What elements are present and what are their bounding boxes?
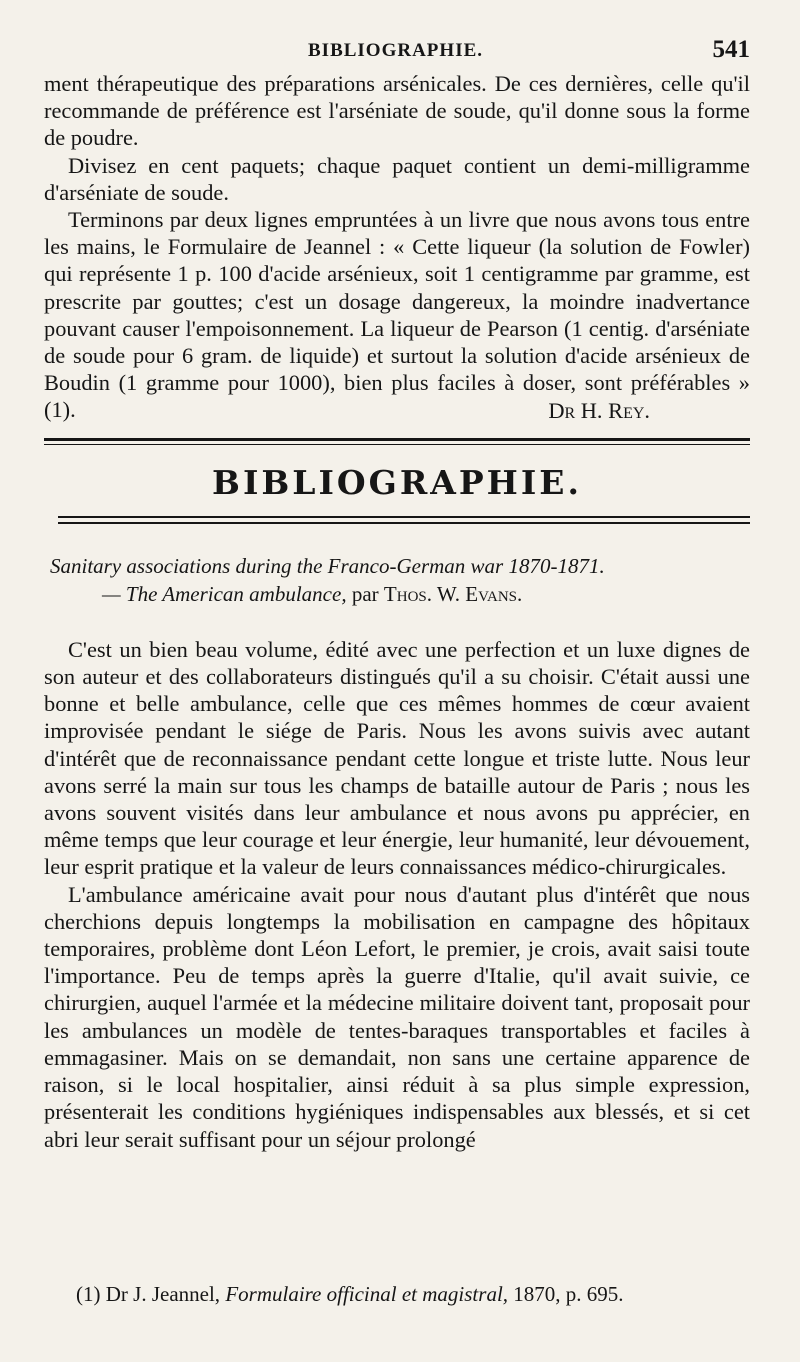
running-head bbox=[44, 36, 750, 70]
reference-par: par bbox=[351, 581, 379, 606]
page-number: 541 bbox=[712, 36, 750, 63]
footnote-title: Formulaire officinal et magistral, bbox=[225, 1282, 509, 1306]
paragraph-dosage: Divisez en cent paquets; chaque paquet contient un demi-milligramme d'arséniate de soude. bbox=[44, 152, 750, 205]
book-reference bbox=[44, 552, 750, 608]
paragraph-continuation: ment thérapeutique des préparations arsénicales. De ces dernières, celle qu'il recommande de préférence est l'arséniate de soude, qu'il donne sous la forme de poudre. bbox=[44, 71, 750, 151]
paragraph-formulaire: Terminons par deux lignes empruntées à un livre que nous avons tous entre les mains, le Formulaire de Jeannel : « Cette liqueur (la solution de Fowler) qui représente 1 p. 100 d'acide arsénieux, soit 1 centigramme par gramme, est prescrite par gouttes; c'est un dosage dangereux, la moindre inadvertance pouvant causer l'empoisonnement. La liqueur de Pearson (1 centig. d'arséniate de soude pour 6 gram. de liquide) et surtout la solution d'acide arsénieux de Boudin (1 gramme pour 1000), bien plus faciles à doser, sont préférables » (1). bbox=[44, 207, 750, 423]
footnote-mark: (1) bbox=[76, 1282, 101, 1306]
reference-line2 bbox=[50, 580, 750, 608]
footnote bbox=[76, 1282, 624, 1307]
rule-double-1 bbox=[58, 516, 750, 518]
signature-text: Dr H. Rey. bbox=[548, 397, 650, 423]
running-head-title: BIBLIOGRAPHIE. bbox=[308, 40, 484, 61]
reference-title: Sanitary associations during the Franco-German war 1870-1871. bbox=[50, 553, 605, 578]
reference-author: Thos. W. Evans. bbox=[383, 581, 523, 606]
paragraph-ambulance: L'ambulance américaine avait pour nous d'autant plus d'intérêt que nous cherchions depuis longtemps la mobilisation en campagne des hôpitaux temporaires, problème dont Léon Lefort, le premier, je crois, avait saisi toute l'importance. Peu de temps après la guerre d'Italie, qu'il avait suivie, ce chirurgien, auquel l'armée et la médecine militaire doivent tant, proposait pour les ambulances un modèle de tentes-baraques transportables et faciles à emmagasiner. Mais on se demandait, non sans une certaine apparence de raison, si le local hospitalier, ainsi réduit à sa plus simple expression, présenterait les conditions hygiéniques indispensables aux blessés, et si cet abri leur serait suffisant pour un séjour prolongé bbox=[44, 881, 750, 1152]
section-divider-top bbox=[44, 438, 750, 445]
section-heading: BIBLIOGRAPHIE. bbox=[212, 462, 582, 502]
paragraph-volume: C'est un bien beau volume, édité avec une perfection et un luxe dignes de son auteur et des collaborateurs distingués qu'il a su choisir. C'était aussi une bonne et belle ambulance, celle que ces mêmes hommes de cœur avaient improvisée pendant le siége de Paris. Nous les avons suivis avec autant d'intérêt que de reconnaissance pendant cette longue et triste lutte. Nous leur avons serré la main sur tous les champs de bataille autour de Paris ; nous les avons souvent visités dans leur ambulance et nous avons pu apprécier, en même temps que leur courage et leur énergie, leur humanité, leur dévouement, leur esprit pratique et la valeur de leurs connaissances médico-chirurgicales. bbox=[44, 636, 750, 880]
rule-thin bbox=[44, 444, 750, 445]
section-divider-bottom bbox=[58, 516, 750, 524]
footnote-rest: 1870, p. 695. bbox=[513, 1282, 624, 1306]
footnote-author: Dr J. Jeannel, bbox=[105, 1282, 221, 1306]
reference-subtitle: — The American ambulance, bbox=[102, 581, 347, 606]
signature bbox=[44, 397, 750, 424]
rule-double-2 bbox=[58, 522, 750, 524]
rule-thick bbox=[44, 438, 750, 441]
